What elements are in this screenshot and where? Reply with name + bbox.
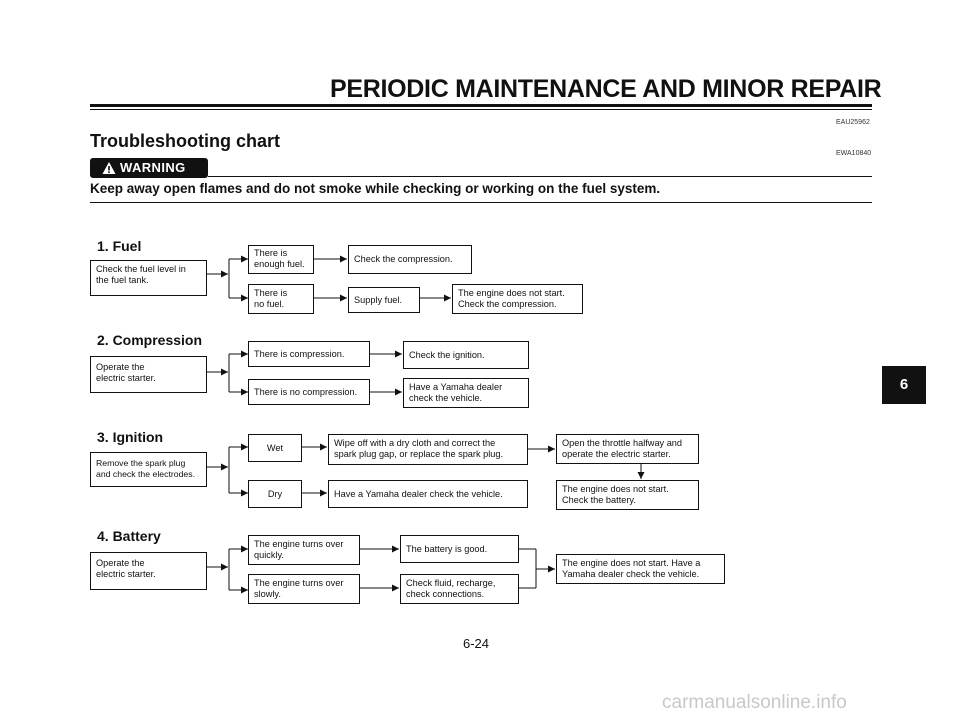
ignition-start-box <box>90 452 207 487</box>
fuel-title: 1. Fuel <box>97 238 142 254</box>
fuel-start-box <box>90 260 207 296</box>
chapter-tab[interactable]: 6 <box>882 366 926 404</box>
box-line: The battery is good. <box>406 544 488 554</box>
box-line: spark plug gap, or replace the spark plug. <box>334 449 504 459</box>
box-line: Remove the spark plug <box>96 458 186 468</box>
page-number: 6-24 <box>463 636 490 651</box>
compression-title: 2. Compression <box>97 332 203 348</box>
battery-title: 4. Battery <box>97 528 161 544</box>
box-line: electric starter. <box>96 373 156 383</box>
ignition-throttle-box <box>556 434 699 464</box>
box-line: There is no compression. <box>254 387 358 397</box>
box-line: The engine does not start. Have a <box>562 558 701 568</box>
box-line: Wet <box>266 443 284 453</box>
box-line: Check the fuel level in <box>96 264 186 274</box>
box-line: operate the electric starter. <box>562 449 671 459</box>
ignition-dry-box <box>248 480 302 508</box>
ignition-wet-box <box>248 434 302 462</box>
box-line: slowly. <box>254 589 281 599</box>
fuel-check-compression-box <box>348 245 472 274</box>
box-line: The engine turns over <box>254 578 344 588</box>
compression-check-ignition-box <box>403 341 529 369</box>
box-line: Have a Yamaha dealer check the vehicle. <box>334 489 503 499</box>
box-line: enough fuel. <box>254 259 305 269</box>
box-line: Operate the <box>96 362 145 372</box>
ewa-code: EWA10840 <box>836 150 872 157</box>
box-line: Have a Yamaha dealer <box>409 382 503 392</box>
box-line: There is compression. <box>254 349 345 359</box>
fuel-result-box <box>452 284 583 314</box>
fuel-enough-box <box>248 245 314 274</box>
ignition-wipe-box <box>328 434 528 465</box>
box-line: Check the compression. <box>458 299 557 309</box>
battery-good-box <box>400 535 519 563</box>
warning-label: WARNING <box>120 160 186 175</box>
box-line: check connections. <box>406 589 485 599</box>
battery-result-box <box>556 554 725 584</box>
box-line: no fuel. <box>254 299 285 309</box>
battery-start-box <box>90 552 207 590</box>
box-line: There is <box>254 248 288 258</box>
box-line: Operate the <box>96 558 145 568</box>
box-line: There is <box>254 288 288 298</box>
box-line: Check fluid, recharge, <box>406 578 496 588</box>
battery-slow-box <box>248 574 360 604</box>
box-line: and check the electrodes. <box>96 469 196 479</box>
box-line: The engine does not start. <box>458 288 565 298</box>
compression-yes-box <box>248 341 370 367</box>
box-line: Check the ignition. <box>409 350 485 360</box>
box-line: Supply fuel. <box>354 295 403 305</box>
box-line: The engine does not start. <box>562 484 669 494</box>
battery-fluid-box <box>400 574 519 604</box>
box-line: Check the battery. <box>562 495 636 505</box>
box-line: Wipe off with a dry cloth and correct the <box>334 438 496 448</box>
box-line: Dry <box>267 489 283 499</box>
compression-no-box <box>248 379 370 405</box>
watermark: carmanualsonline.info <box>662 692 847 713</box>
page-header: PERIODIC MAINTENANCE AND MINOR REPAIR <box>330 75 882 103</box>
compression-dealer-box <box>403 378 529 408</box>
box-line: Check the compression. <box>354 254 453 264</box>
fuel-nofuel-box <box>248 284 314 314</box>
box-line: the fuel tank. <box>96 275 149 285</box>
ignition-result-box <box>556 480 699 510</box>
eau-code: EAU25962 <box>836 119 870 126</box>
battery-quick-box <box>248 535 360 565</box>
box-line: quickly. <box>254 550 284 560</box>
warning-text: Keep away open flames and do not smoke while checking or working on the fuel system. <box>90 181 661 196</box>
section-heading: Troubleshooting chart <box>90 131 281 151</box>
box-line: electric starter. <box>96 569 156 579</box>
box-line: Yamaha dealer check the vehicle. <box>562 569 700 579</box>
ignition-dealer-box <box>328 480 528 508</box>
box-line: Open the throttle halfway and <box>562 438 683 448</box>
box-line: The engine turns over <box>254 539 344 549</box>
ignition-title: 3. Ignition <box>97 429 164 445</box>
fuel-supply-box <box>348 287 420 313</box>
compression-start-box <box>90 356 207 393</box>
box-line: check the vehicle. <box>409 393 483 403</box>
